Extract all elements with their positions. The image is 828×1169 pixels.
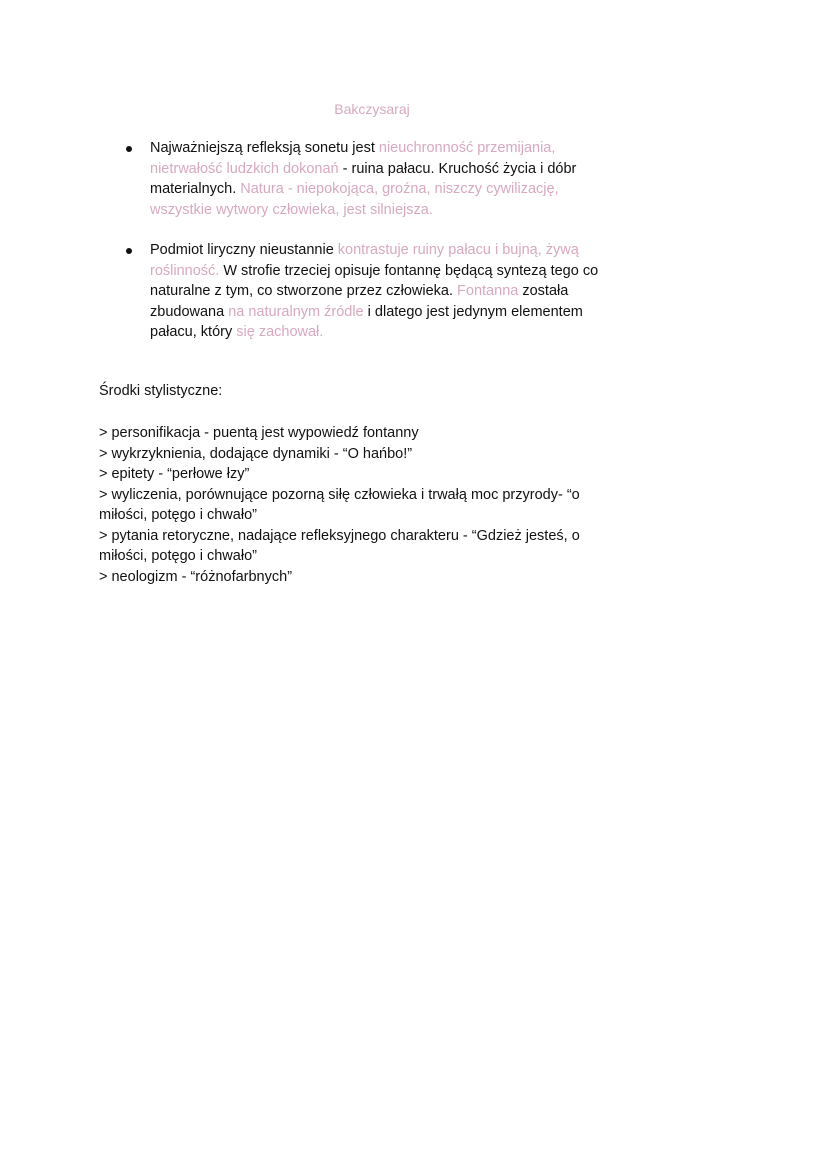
stylistic-devices-list (99, 423, 609, 587)
document-title: Bakczysaraj (334, 101, 410, 117)
bullet-text-segment: W strofie trzeciej opisuje fontannę będącą syntezą tego co naturalne z tym, co stworzone przez człowieka. (150, 262, 599, 299)
bullet-text-segment: Najważniejszą refleksją sonetu jest (150, 140, 379, 156)
list-item: > personifikacja - puentą jest wypowiedź fontanny (99, 425, 419, 441)
bullet-text-segment: została zbudowana (150, 283, 569, 320)
list-item: > wyliczenia, porównujące pozorną siłę człowieka i trwałą moc przyrody- “o miłości, potęgo i chwało” (99, 486, 580, 523)
list-item: > pytania retoryczne, nadające refleksyjnego charakteru - “Gdzież jesteś, o miłości, potęgo i chwało” (99, 527, 580, 564)
bullet-text-highlight: kontrastuje ruiny pałacu i bujną, żywą roślinność. (150, 242, 579, 279)
bullet-text-highlight: na naturalnym źródle (228, 303, 364, 320)
bullet-text-segment: i dlatego jest jedynym elementem pałacu, który (150, 303, 583, 340)
bullet-text-highlight: Natura - niepokojąca, groźna, niszczy cywilizację, wszystkie wytwory człowieka, jest silniejsza. (150, 181, 559, 218)
list-item: > wykrzyknienia, dodające dynamiki - “O hańbo!” (99, 445, 413, 462)
bullet-text-segment: Podmiot liryczny nieustannie (150, 242, 338, 258)
bullet-text-highlight: nieuchronność przemijania, nietrwałość ludzkich dokonań (150, 140, 556, 177)
list-item: > epitety - “perłowe łzy” (99, 466, 250, 482)
bullet-text-highlight: się zachował. (236, 324, 324, 340)
bullet-text (150, 240, 620, 343)
list-item: > neologizm - “różnofarbnych” (99, 568, 293, 585)
bullet-dot-icon (126, 248, 132, 254)
section-heading: Środki stylistyczne: (99, 383, 223, 399)
bullet-dot-icon (126, 146, 132, 152)
bullet-text (150, 138, 620, 220)
bullet-text-highlight: Fontanna (457, 283, 519, 299)
bullet-text-segment: - ruina pałacu. Kruchość życia i dóbr materialnych. (150, 160, 577, 197)
